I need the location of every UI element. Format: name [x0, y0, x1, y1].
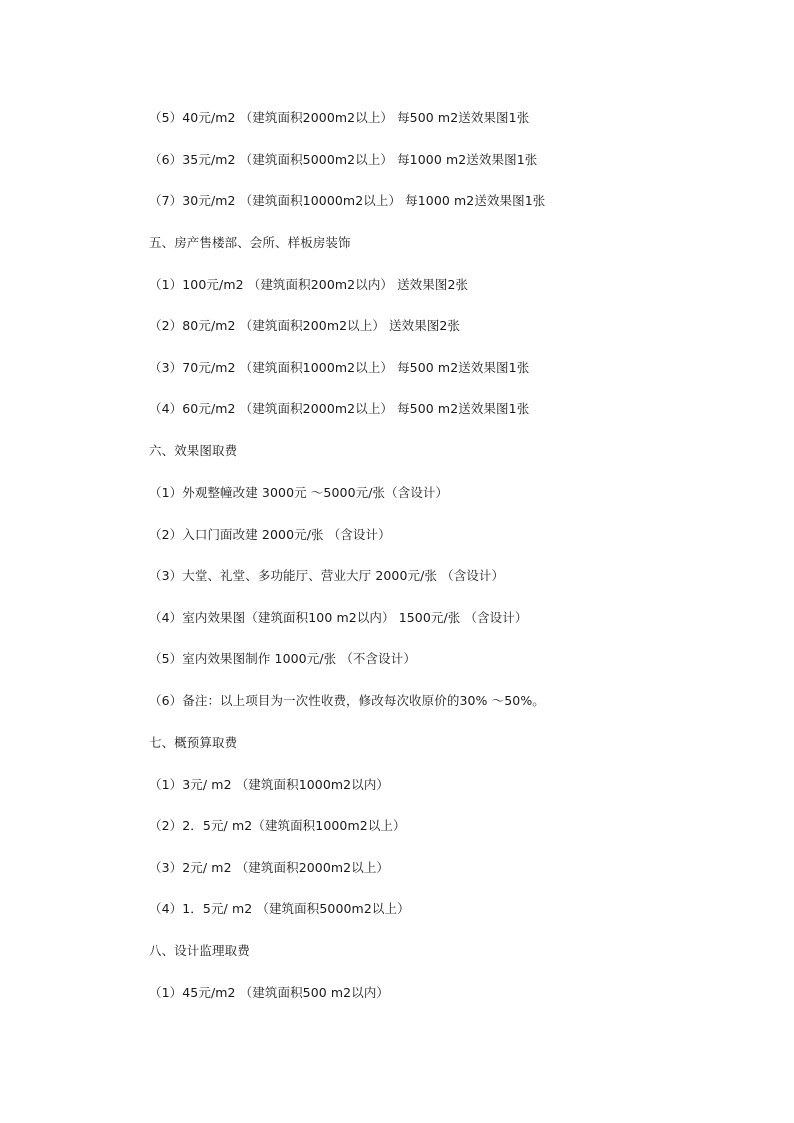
budget-item-4: （4）1．5元/ m2 （建筑面积5000m2以上） [149, 901, 410, 916]
fee-item-3-70-yuan: （3）70元/m2 （建筑面积1000m2以上） 每500 m2送效果图1张 [149, 360, 530, 375]
fee-item-1-100-yuan: （1）100元/m2 （建筑面积200m2以内） 送效果图2张 [149, 277, 469, 292]
rendering-item-lobby: （3）大堂、礼堂、多功能厅、营业大厅 2000元/张 （含设计） [149, 568, 505, 583]
fee-item-5-40-yuan: （5）40元/m2 （建筑面积2000m2以上） 每500 m2送效果图1张 [149, 110, 530, 125]
supervision-item-1: （1）45元/m2 （建筑面积500 m2以内） [149, 985, 390, 1000]
budget-item-2: （2）2．5元/ m2（建筑面积1000m2以上） [149, 818, 406, 833]
section-heading-sales-office: 五、房产售楼部、会所、样板房装饰 [149, 235, 351, 250]
rendering-item-interior: （4）室内效果图（建筑面积100 m2以内） 1500元/张 （含设计） [149, 610, 528, 625]
section-heading-supervision-fees: 八、设计监理取费 [149, 943, 250, 958]
rendering-item-entrance: （2）入口门面改建 2000元/张 （含设计） [149, 527, 391, 542]
rendering-item-production: （5）室内效果图制作 1000元/张 （不含设计） [149, 651, 416, 666]
rendering-item-note: （6）备注：以上项目为一次性收费，修改每次收原价的30% ～50%。 [149, 693, 545, 708]
rendering-item-exterior: （1）外观整幢改建 3000元 ～5000元/张（含设计） [149, 485, 449, 500]
fee-item-4-60-yuan: （4）60元/m2 （建筑面积2000m2以上） 每500 m2送效果图1张 [149, 401, 530, 416]
fee-item-7-30-yuan: （7）30元/m2 （建筑面积10000m2以上） 每1000 m2送效果图1张 [149, 193, 546, 208]
budget-item-1: （1）3元/ m2 （建筑面积1000m2以内） [149, 777, 390, 792]
fee-item-6-35-yuan: （6）35元/m2 （建筑面积5000m2以上） 每1000 m2送效果图1张 [149, 152, 538, 167]
fee-item-2-80-yuan: （2）80元/m2 （建筑面积200m2以上） 送效果图2张 [149, 318, 461, 333]
budget-item-3: （3）2元/ m2 （建筑面积2000m2以上） [149, 860, 390, 875]
section-heading-budget-fees: 七、概预算取费 [149, 735, 238, 750]
section-heading-rendering-fees: 六、效果图取费 [149, 443, 238, 458]
